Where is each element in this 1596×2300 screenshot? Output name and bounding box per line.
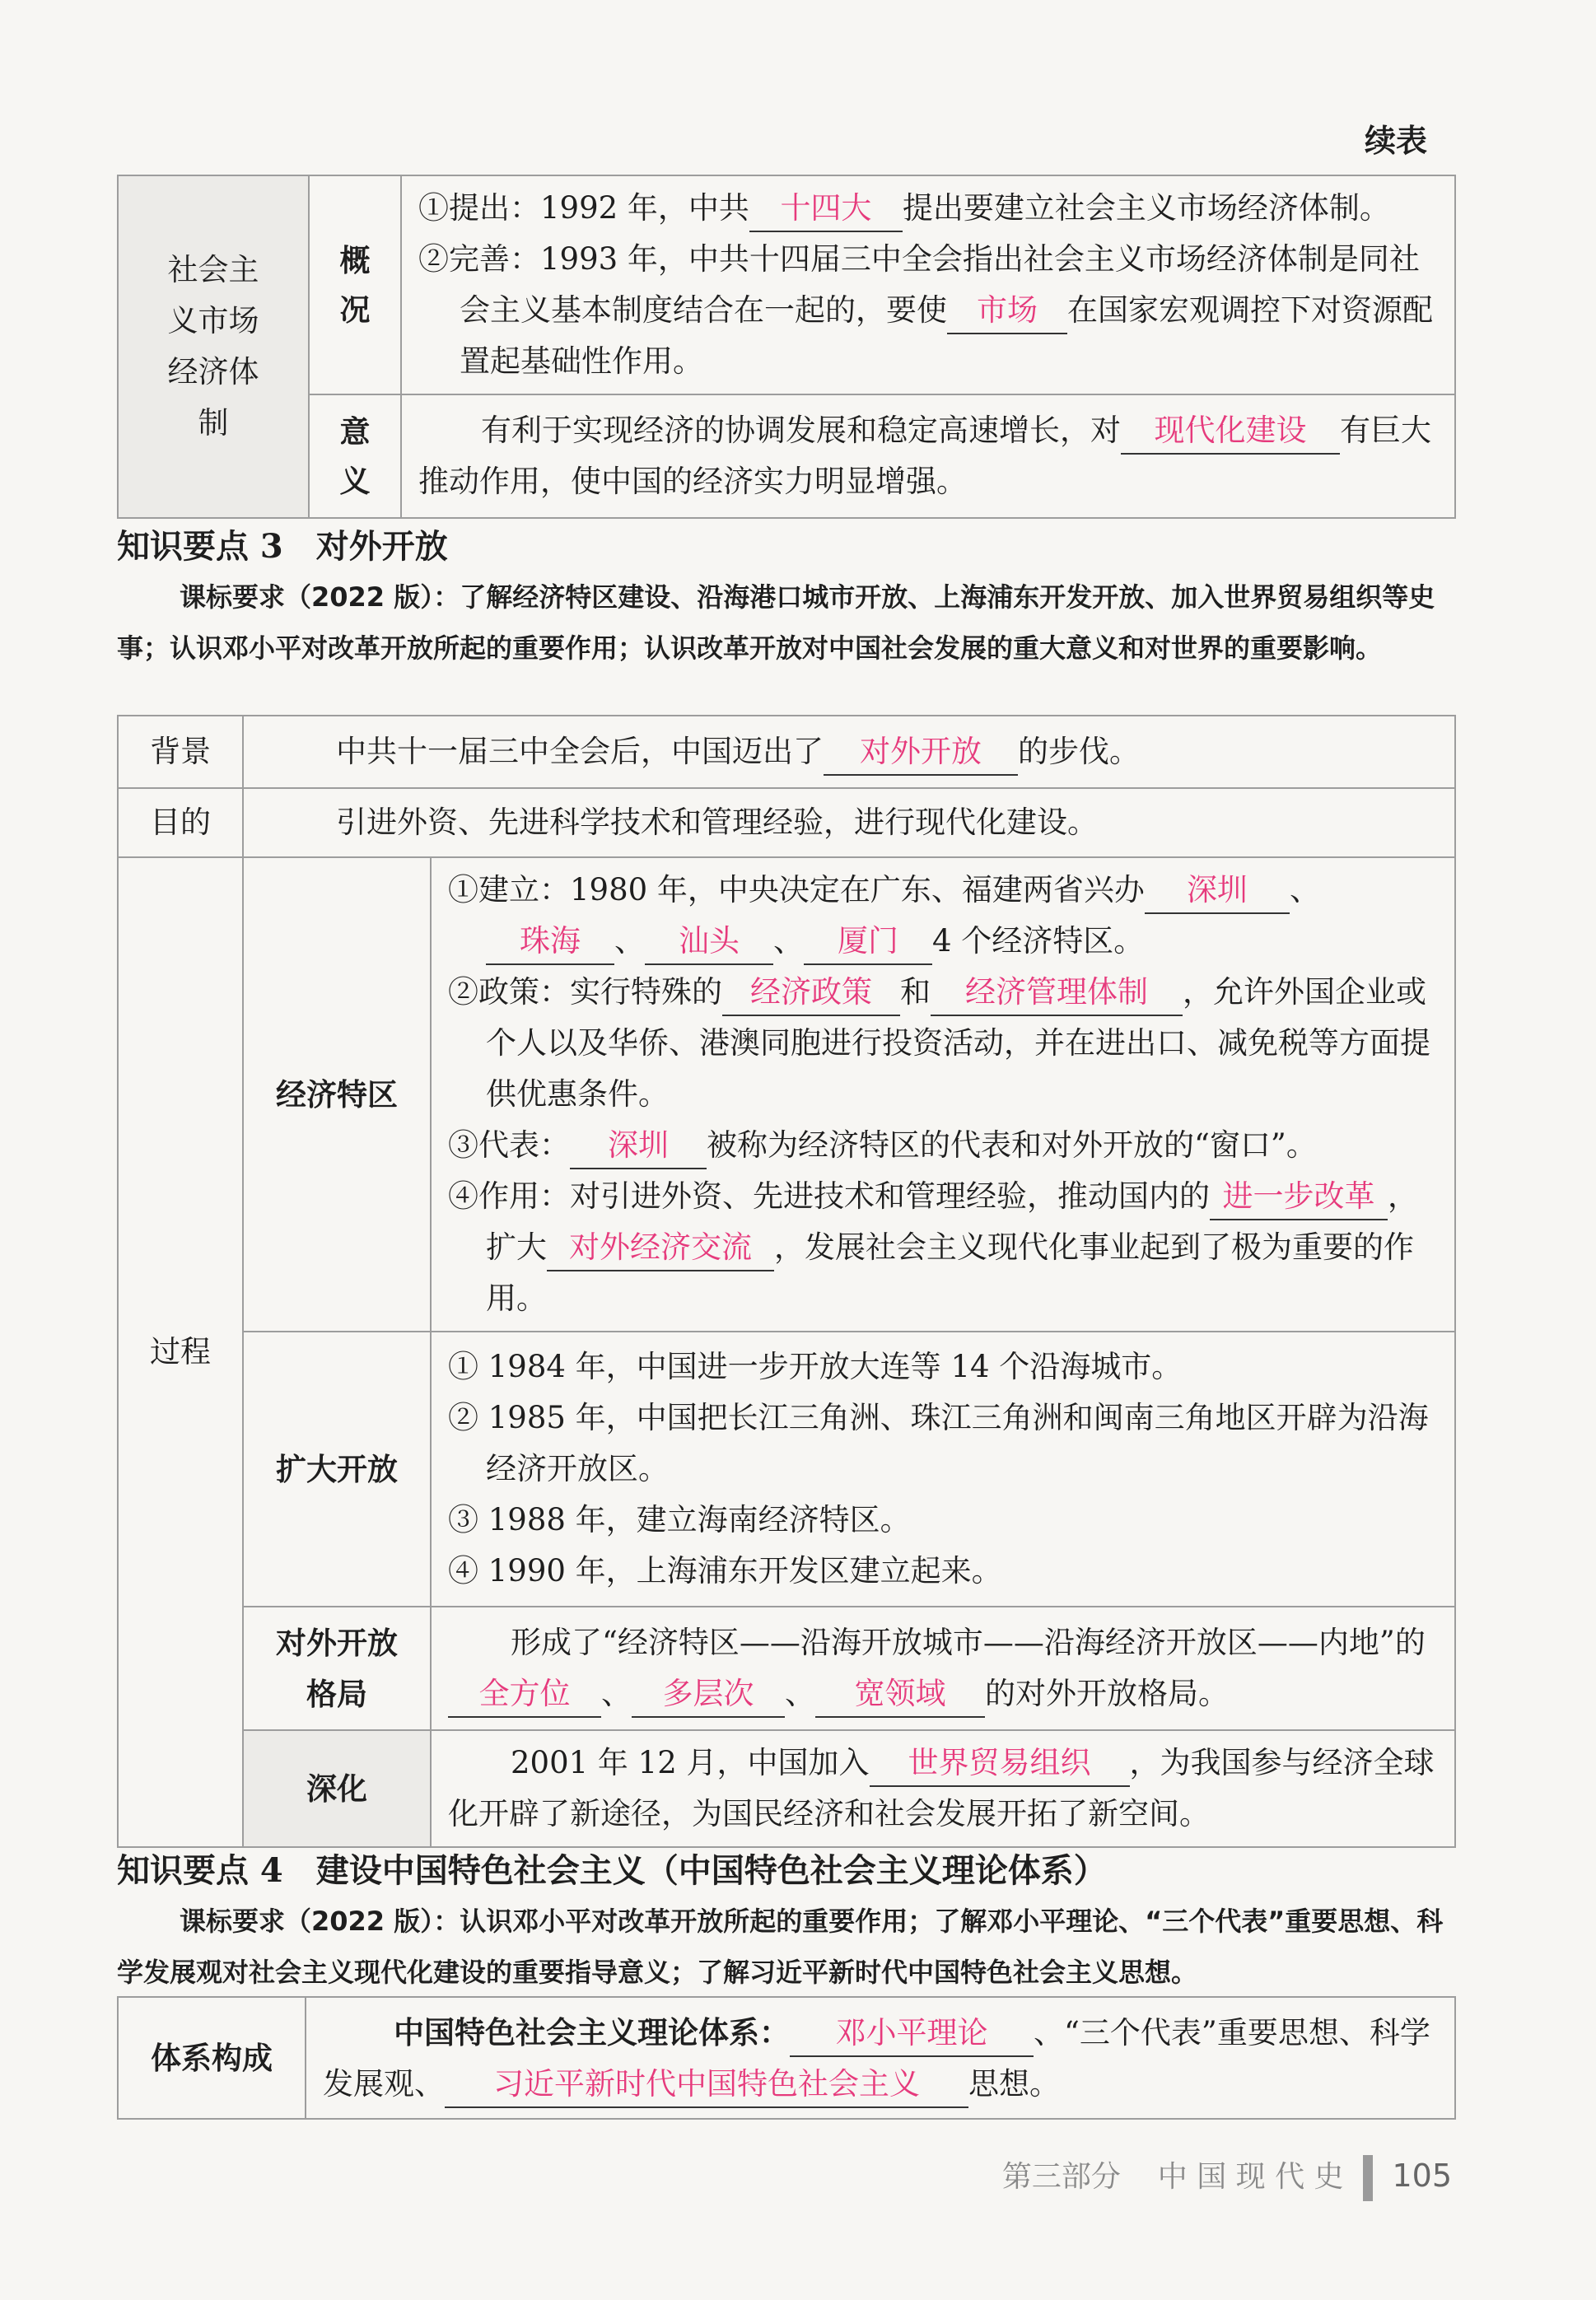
theory-content: 中国特色社会主义理论体系： 邓小平理论 、“三个代表”重要思想、科学发展观、 习近平新时代中国特色社会主义 思想。 xyxy=(306,1997,1455,2119)
process-label-cell xyxy=(118,857,243,1847)
pattern-label-cell xyxy=(243,1607,431,1730)
significance-label-cell xyxy=(309,394,401,518)
page-number: 105 xyxy=(1392,2158,1452,2194)
expand-label-cell xyxy=(243,1332,431,1607)
answer-blank: 十四大 xyxy=(749,186,903,232)
footer-part: 第三部分 xyxy=(1001,2160,1121,2194)
process-label: 过程 xyxy=(150,1334,211,1369)
overview-label: 概况 xyxy=(339,242,371,328)
answer-blank: 对外经济交流 xyxy=(547,1225,774,1271)
expand-item-2: ② 1985 年，中国把长江三角洲、珠江三角洲和闽南三角地区开辟为沿海经济开放区。 xyxy=(448,1400,1429,1486)
answer-blank: 经济管理体制 xyxy=(931,970,1183,1016)
expand-item-3: ③ 1988 年，建立海南经济特区。 xyxy=(448,1502,911,1537)
expand-item-4: ④ 1990 年，上海浦东开发区建立起来。 xyxy=(448,1553,1002,1589)
expand-label: 扩大开放 xyxy=(276,1451,398,1487)
answer-blank: 习近平新时代中国特色社会主义 xyxy=(445,2062,968,2108)
deepen-label: 深化 xyxy=(306,1770,367,1807)
sez-item-4: ④作用：对引进外资、先进技术和管理经验，推动国内的 进一步改革 ，扩大 对外经济交流 ，发展社会主义现代化事业起到了极为重要的作用。 xyxy=(448,1171,1438,1324)
deepen-content: 2001 年 12 月，中国加入 世界贸易组织 ，为我国参与经济全球化开辟了新途径，为国民经济和社会发展开拓了新空间。 xyxy=(431,1730,1455,1847)
section-3-title: 知识要点 3 对外开放 xyxy=(117,527,448,566)
background-label: 背景 xyxy=(150,734,211,769)
answer-blank: 市场 xyxy=(947,288,1067,334)
significance-content: 有利于实现经济的协调发展和稳定高速增长，对 现代化建设 有巨大推动作用，使中国的经济实力明显增强。 xyxy=(401,394,1455,518)
expand-content xyxy=(431,1332,1455,1607)
market-economy-table xyxy=(117,175,1456,519)
topic-label: 社会主义市场经济体制 xyxy=(167,252,259,441)
overview-content xyxy=(401,175,1455,394)
footer-subject: 中 国 现 代 史 xyxy=(1157,2160,1344,2194)
answer-blank: 对外开放 xyxy=(824,730,1018,776)
purpose-label: 目的 xyxy=(150,805,211,840)
sez-content xyxy=(431,857,1455,1332)
answer-blank: 厦门 xyxy=(804,919,932,965)
purpose-label-cell xyxy=(118,788,243,857)
theory-table xyxy=(117,1996,1456,2120)
answer-blank: 多层次 xyxy=(632,1672,785,1718)
background-content: 中共十一届三中全会后，中国迈出了 对外开放 的步伐。 xyxy=(243,716,1455,788)
sez-item-2: ②政策：实行特殊的 经济政策 和 经济管理体制 ，允许外国企业或个人以及华侨、港澳同胞进行投资活动，并在进出口、减免税等方面提供优惠条件。 xyxy=(448,967,1438,1120)
answer-blank: 汕头 xyxy=(645,919,773,965)
sez-item-3: ③代表： 深圳 被称为经济特区的代表和对外开放的“窗口”。 xyxy=(448,1120,1438,1171)
answer-blank: 深圳 xyxy=(570,1123,707,1169)
section-4-requirement: 课标要求（2022 版）：认识邓小平对改革开放所起的重要作用；了解邓小平理论、“三个代表”重要思想、科学发展观对社会主义现代化建设的重要指导意义；了解习近平新时代中国特色社会主义思想。 xyxy=(117,1906,1444,1988)
topic-cell xyxy=(118,175,309,518)
overview-item-2: ②完善：1993 年，中共十四届三中全会指出社会主义市场经济体制是同社会主义基本制度结合在一起的，要使 市场 在国家宏观调控下对资源配置起基础性作用。 xyxy=(418,241,1433,379)
page-footer xyxy=(1002,2153,1452,2201)
sez-label: 经济特区 xyxy=(276,1076,398,1113)
deepen-label-cell xyxy=(243,1730,431,1847)
sez-label-cell xyxy=(243,857,431,1332)
answer-blank: 全方位 xyxy=(448,1672,601,1718)
section-4-title: 知识要点 4 建设中国特色社会主义（中国特色社会主义理论体系） xyxy=(117,1851,1107,1890)
continued-label: 续表 xyxy=(1364,122,1427,159)
significance-label: 意义 xyxy=(339,413,371,499)
answer-blank: 现代化建设 xyxy=(1121,408,1340,455)
footer-divider xyxy=(1363,2155,1373,2201)
pattern-content: 形成了“经济特区——沿海开放城市——沿海经济开放区——内地”的全方位 、 多层次 、 宽领域 的对外开放格局。 xyxy=(431,1607,1455,1730)
purpose-content: 引进外资、先进科学技术和管理经验，进行现代化建设。 xyxy=(243,788,1455,857)
section-3-requirement: 课标要求（2022 版）：了解经济特区建设、沿海港口城市开放、上海浦东开发开放、加入世界贸易组织等史事；认识邓小平对改革开放所起的重要作用；认识改革开放对中国社会发展的重大意义和对世界的重要影响。 xyxy=(117,581,1435,664)
answer-blank: 经济政策 xyxy=(722,970,900,1016)
overview-item-1: ①提出：1992 年，中共 十四大 提出要建立社会主义市场经济体制。 xyxy=(418,183,1438,234)
theory-label: 体系构成 xyxy=(151,2040,273,2076)
answer-blank: 邓小平理论 xyxy=(790,2011,1034,2057)
sez-item-1: ①建立：1980 年，中央决定在广东、福建两省兴办 深圳 、珠海 、 汕头 、 厦门 4 个经济特区。 xyxy=(448,865,1438,967)
background-label-cell xyxy=(118,716,243,788)
answer-blank: 珠海 xyxy=(486,919,614,965)
overview-label-cell xyxy=(309,175,401,394)
pattern-label: 对外开放格局 xyxy=(276,1625,398,1712)
answer-blank: 宽领域 xyxy=(815,1672,985,1718)
expand-item-1: ① 1984 年，中国进一步开放大连等 14 个沿海城市。 xyxy=(448,1349,1183,1384)
theory-label-cell xyxy=(118,1997,306,2119)
answer-blank: 深圳 xyxy=(1145,868,1290,914)
answer-blank: 世界贸易组织 xyxy=(870,1741,1130,1787)
opening-up-table xyxy=(117,715,1456,1848)
answer-blank: 进一步改革 xyxy=(1210,1174,1388,1220)
